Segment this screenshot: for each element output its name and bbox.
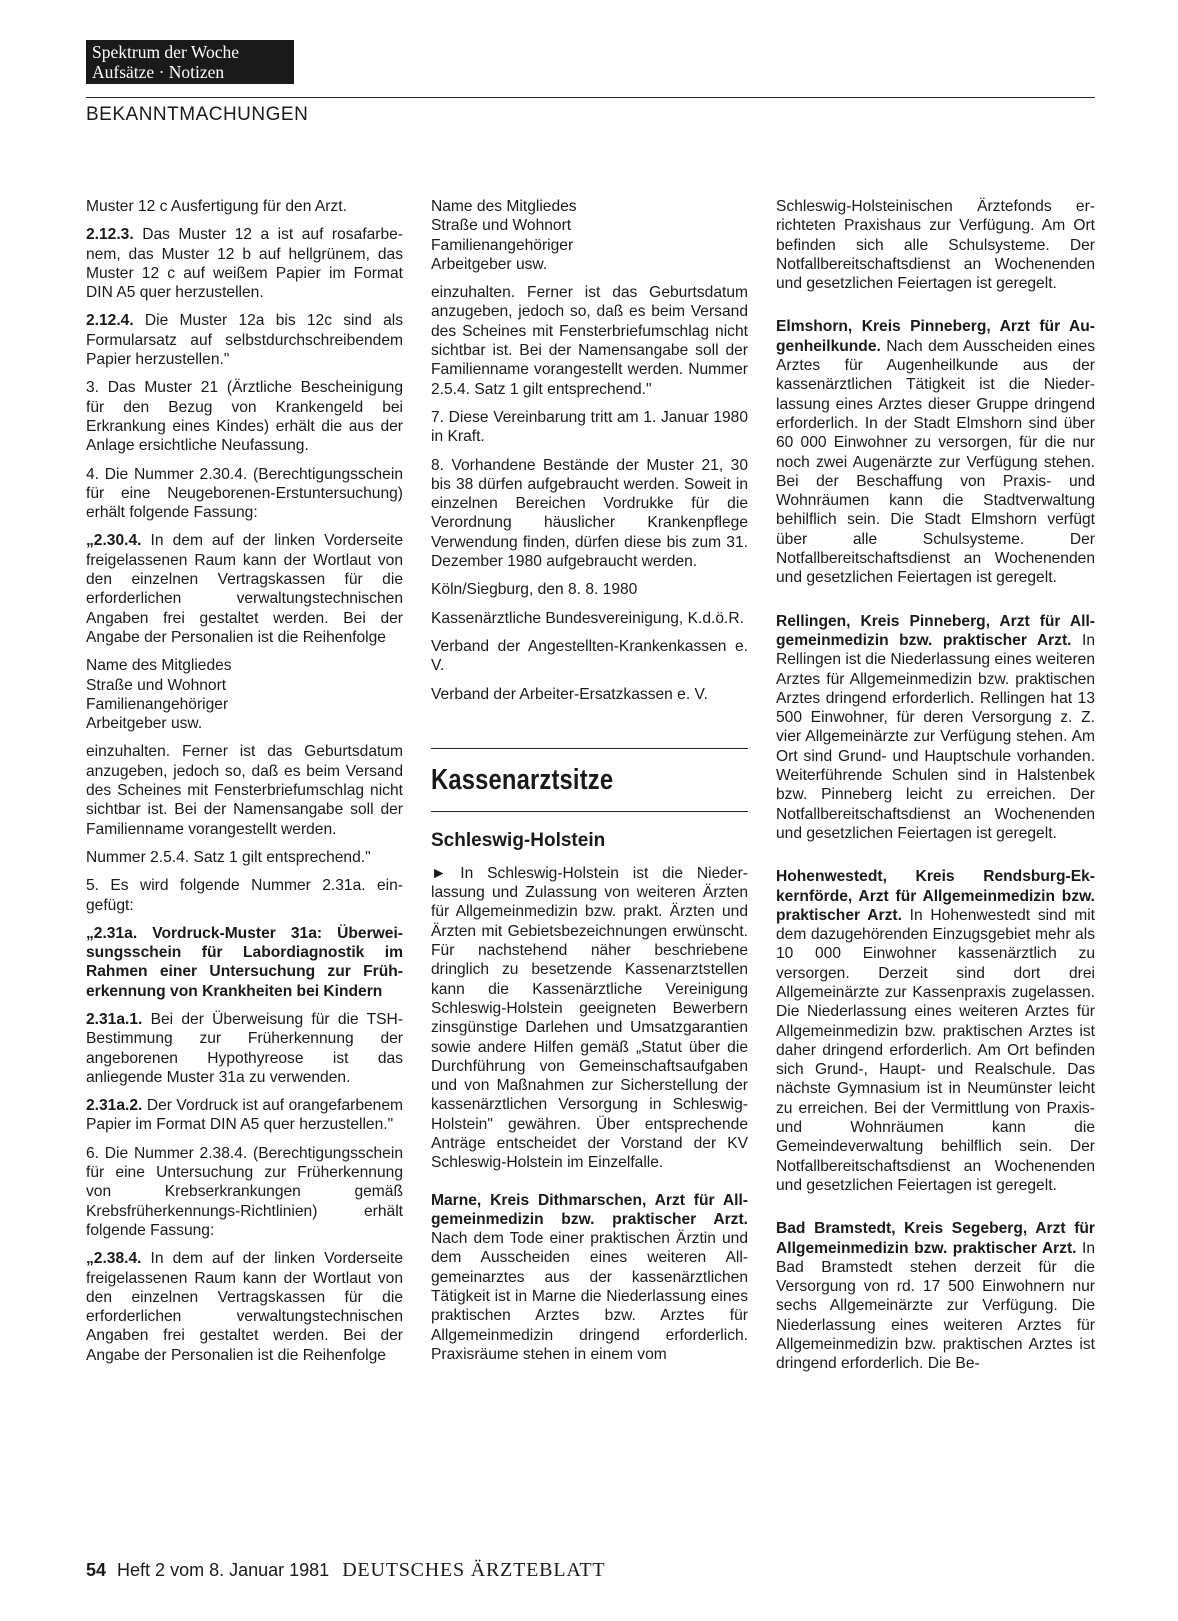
paragraph: Hohenwestedt, Kreis Rendsburg-Ekkernförde, Arzt für Allgemeinmedizin bzw. praktischer Arzt. In Hohenwestedt sind mit dem dazugehörenden Einzugsgebiet mehr als 10 000 Einwohner kassenärztlich zu versorgen. Derzeit sind dort drei Allgemeinärzte zur Kassenpraxis zugelassen. Die Niederlassung eines weiteren Arztes für Allgemeinmedizin bzw. praktischen Arztes ist daher dringend erforderlich. Am Ort befinden sich Grund-, Haupt- und Realschule. Das nächste Gymnasium ist in Neumünster leicht zu erreichen. Bei der Vermittlung von Praxis- und Wohnräumen kann die Gemeindeverwaltung behilflich sein. Der Notfallbereitschaftsdienst an Wochenenden und gesetzlichen Feiertagen ist geregelt. [776,868,1096,1194]
paragraph: 2.12.4. Die Muster 12a bis 12c sind als Formularsatz auf selbstdurchschreibendem Papier herzustellen." [86,312,403,369]
list-item: Familienangehöriger [86,695,229,713]
paragraph: 2.12.3. Das Muster 12 a ist auf rosafarbenem, das Muster 12 b auf hellgrünem, das Muster 12 c auf weißem Papier im Format DIN A5 quer herzustellen. [86,226,403,302]
paragraph: einzuhalten. Ferner ist das Geburtsdatum anzugeben, jedoch so, daß es beim Versand des Scheines mit Fensterbriefumschlag nicht sichtbar ist. Bei der Namensangabe soll der Familienname vorangestellt werden. [86,743,403,838]
list-item: Straße und Wohnort [86,676,227,694]
heading-rule-bottom [431,811,748,812]
page-number: 54 [86,1560,107,1580]
paragraph: Elmshorn, Kreis Pinneberg, Arzt für Augenheilkunde. Nach dem Ausscheiden eines Arztes für Augenheilkunde aus der kassenärztlichen Tätigkeit ist die Niederlassung eines Arztes dieser Gruppe dringend erforderlich. In der Stadt Elmshorn sind über 60 000 Einwohner zu versorgen, für die nur noch zwei Augenärzte zur Verfügung stehen. Bei der Beschaffung von Praxis- und Wohnräumen kann die Stadtverwaltung behilflich sein. Die Stadt Elmshorn verfügt über alle Schulsysteme. Der Notfallbereitschaftsdienst an Wochenenden und gesetzlichen Feiertagen ist geregelt. [776,318,1095,587]
article-heading: Kassenarztsitze [431,763,614,796]
list-item: Name des Mitgliedes [86,657,232,675]
page-footer [86,1559,605,1582]
signature-date: Köln/Siegburg, den 8. 8. 1980 [431,581,638,599]
paragraph: „2.30.4. In dem auf der linken Vorderseite freigelassenen Raum kann der Wortlaut von den einzelnen Vertragskassen für die erforderlichen verwaltungstechnischen Angaben frei gestaltet werden. Bei der Angabe der Personalien ist die Reihenfolge [86,532,403,646]
paragraph: „2.38.4. In dem auf der linken Vorderseite freigelassenen Raum kann der Wortlaut von den einzelnen Vertragskassen für die erforderlichen verwaltungstechnischen Angaben frei gestaltet werden. Bei der Angabe der Personalien ist die Reihenfolge [86,1250,403,1364]
entry-heading: Elmshorn, Kreis Pinneberg, Arzt für Augenheilkunde. [776,318,1095,355]
paragraph: einzuhalten. Ferner ist das Geburtsdatum anzugeben, jedoch so, daß es beim Versand des Scheines mit Fensterbriefumschlag nicht sichtbar ist. Bei der Namensangabe soll der Familienname vorangestellt werden. Nummer 2.5.4. Satz 1 gilt entsprechend." [431,284,748,398]
entry-heading: Hohenwestedt, Kreis Rendsburg-Ekkernförde, Arzt für Allgemeinmedizin bzw. praktischer Arzt. [776,868,1095,924]
magazine-title: DEUTSCHES ÄRZTEBLATT [342,1559,606,1581]
signatory: Kassenärztliche Bundesvereinigung, K.d.ö.R. [431,609,744,627]
issue-info: Heft 2 vom 8. Januar 1981 [117,1560,330,1580]
paragraph: 8. Vorhandene Bestände der Muster 21, 30 bis 38 dürfen aufgebraucht werden. Soweit in einzelnen Bereichen Vordrukke für die Verordnung häuslicher Krankenpflege Verwendung finden, dürfen diese bis zum 31. Dezember 1980 aufgebraucht werden. [431,456,748,571]
paragraph: Schleswig-Holsteinischen Ärztefonds errichteten Praxishaus zur Verfügung. Am Ort befinden sich alle Schulsysteme. Der Notfallbereitschaftsdienst an Wochenenden und gesetzlichen Feiertagen ist geregelt. [776,198,1095,293]
field-list [431,197,748,274]
paragraph: Bad Bramstedt, Kreis Segeberg, Arzt für Allgemeinmedizin bzw. praktischer Arzt. In Bad Bramstedt stehen derzeit für die Versorgung von rd. 17 500 Einwohnern nur sechs Allgemeinärzte zur Verfügung. Die Niederlassung eines weiteren Arztes für Allgemeinmedizin bzw. praktischen Arztes ist dringend erforderlich. Die Be- [776,1220,1096,1373]
column-2 [431,197,748,1364]
column-1 [86,197,403,1365]
paragraph-number: 2.31a.1. [86,1010,143,1028]
section-title: BEKANNTMACHUNGEN [86,104,309,125]
list-item: Arbeitgeber usw. [86,715,203,733]
paragraph: „2.31a. Vordruck-Muster 31a: Überweisungsschein für Labordiagnostik im Rahmen einer Untersuchung zur Früherkennung von Krankheiten bei Kindern [86,924,403,1000]
paragraph-number: 2.12.3. [86,226,134,244]
entry-heading: Bad Bramstedt, Kreis Segeberg, Arzt für Allgemeinmedizin bzw. praktischer Arzt. [776,1220,1095,1257]
entry-heading: Rellingen, Kreis Pinneberg, Arzt für Allgemeinmedizin bzw. praktischer Arzt. [776,612,1095,649]
column-3 [776,197,1095,1374]
paragraph: Nummer 2.5.4. Satz 1 gilt entsprechend." [86,848,371,866]
paragraph: 5. Es wird folgende Nummer 2.31a. eingefügt: [86,877,403,914]
paragraph: 7. Diese Vereinbarung tritt am 1. Januar 1980 in Kraft. [431,408,748,446]
list-item: Familienangehöriger [431,236,574,254]
signatory: Verband der Arbeiter-Ersatzkassen e. V. [431,685,708,703]
article-subheading: Schleswig-Holstein [431,829,606,851]
paragraph: 2.31a.2. Der Vordruck ist auf orangefarbenem Papier im Format DIN A5 quer herzustellen." [86,1097,403,1134]
heading-rule-top [431,748,748,749]
entry-heading: Marne, Kreis Dithmarschen, Arzt für Allgemeinmedizin bzw. praktischer Arzt. [431,1191,748,1228]
paragraph-number: 2.12.4. [86,312,134,330]
paragraph-number: 2.31a.2. [86,1097,143,1115]
list-item: Name des Mitgliedes [431,198,577,215]
section-label-line1: Spektrum der Woche [92,42,239,62]
paragraph: 2.31a.1. Bei der Überweisung für die TSH-Bestimmung zur Früherkennung der angeborenen Hypothyreose ist das anliegende Muster 31a zu verwenden. [86,1010,403,1086]
section-label-line2: Aufsätze · Notizen [92,62,225,82]
signatory: Verband der Angestellten-Krankenkassen e. V. [431,637,748,675]
paragraph-number: „2.30.4. [86,532,142,550]
paragraph: Marne, Kreis Dithmarschen, Arzt für Allgemeinmedizin bzw. praktischer Arzt. Nach dem Tode einer praktischen Ärztin und dem Ausscheiden eines weiteren Allgemeinarztes aus der kassenärztlichen Tätigkeit ist in Marne die Niederlassung eines praktischen Arztes bzw. Arztes für Allgemeinmedizin dringend erforderlich. Praxisräume stehen in einem vom [431,1191,748,1363]
list-item: Straße und Wohnort [431,217,572,235]
paragraph: 3. Das Muster 21 (Ärztliche Bescheinigung für den Bezug von Krankengeld bei Erkrankung eines Kindes) erhält die aus der Anlage ersichtliche Neufassung. [86,379,403,455]
section-label-box [86,40,294,84]
paragraph: Muster 12 c Ausfertigung für den Arzt. [86,198,347,215]
paragraph-number: „2.38.4. [86,1250,142,1268]
paragraph: 4. Die Nummer 2.30.4. (Berechtigungsschein für eine Neugeborenen-Erstuntersuchung) erhält folgende Fassung: [86,465,403,522]
top-divider [86,97,1095,98]
paragraph: 6. Die Nummer 2.38.4. (Berechtigungsschein für eine Untersuchung zur Früherkennung von Krebserkrankungen gemäß Krebsfrüherkennungs-Richtlinien) erhält folgende Fassung: [86,1144,403,1239]
field-list [86,656,403,733]
paragraph: Rellingen, Kreis Pinneberg, Arzt für Allgemeinmedizin bzw. praktischer Arzt. In Rellingen ist die Niederlassung eines weiteren Arztes für Allgemeinmedizin bzw. praktischen Arztes dringend erforderlich. Rellingen hat 13 500 Einwohner, für deren Versorgung z. Z. vier Allgemeinärzte zur Verfügung stehen. Am Ort sind Grund- und Hauptschule vorhanden. Weiterführende Schulen sind in Halstenbek bzw. Pinneberg leicht zu erreichen. Der Notfallbereitschaftsdienst an Wochenenden und gesetzlichen Feiertagen ist geregelt. [776,612,1096,842]
paragraph: ► In Schleswig-Holstein ist die Niederlassung und Zulassung von weiteren Ärzten für Allgemeinmedizin bzw. prakt. Ärzten und Ärzten mit Gebietsbezeichnungen erwünscht. Für nachstehend näher beschriebene dringlich zu besetzende Kassenarztstellen kann die Kassenärztliche Vereinigung Schleswig-Holstein geeigneten Bewerbern zinsgünstige Darlehen und Umsatzgarantien sowie andere Hilfen gemäß „Statut über die Durchführung von Gemeinschaftsaufgaben und von Maßnahmen zur Sicherstellung der kassenärztlichen Versorgung in Schleswig-Holstein" gewähren. Über entsprechende Anträge entscheidet der Vorstand der KV Schleswig-Holstein im Einzelfalle. [431,864,748,1172]
list-item: Arbeitgeber usw. [431,255,548,273]
